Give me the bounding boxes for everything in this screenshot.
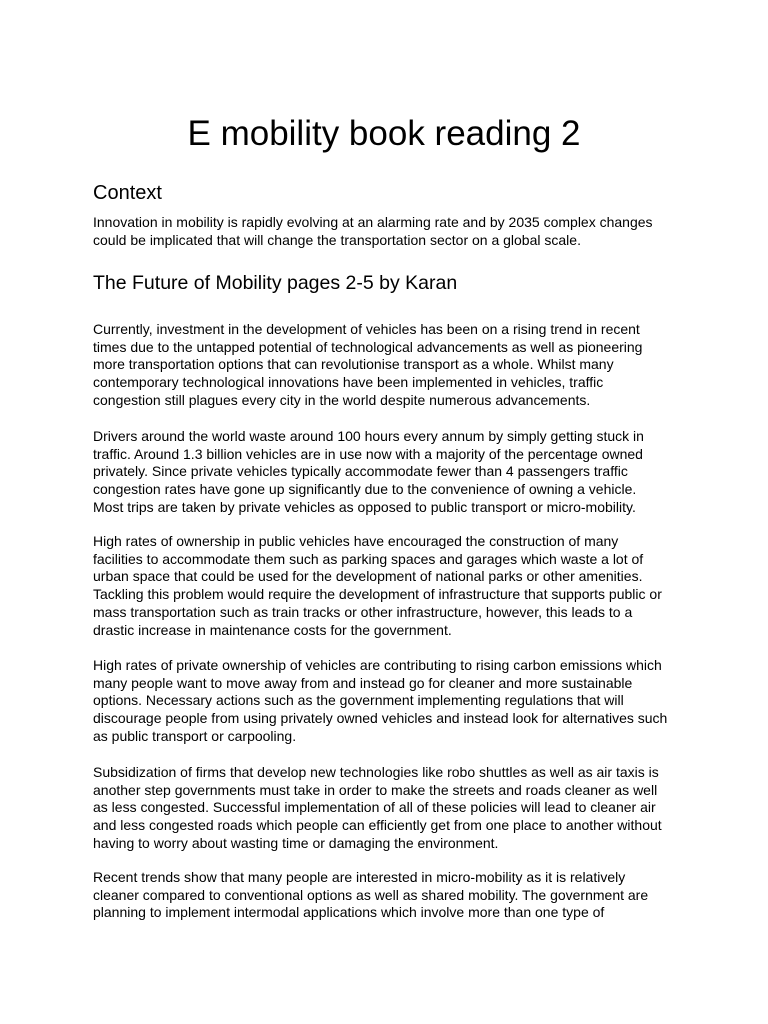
body-paragraph-6 (93, 869, 683, 922)
paragraph-line: times due to the untapped potential of technological advancements as well as pioneering (93, 338, 643, 355)
paragraph-line: facilities to accommodate them such as parking spaces and garages which waste a lot of (93, 550, 644, 567)
paragraph-line: High rates of private ownership of vehicles are contributing to rising carbon emissions which (93, 657, 662, 673)
body-paragraph-3 (93, 533, 683, 639)
paragraph-line: congestion rates have gone up significantly due to the convenience of owning a vehicle. (93, 481, 637, 498)
body-paragraph-2 (93, 428, 683, 517)
document-title: E mobility book reading 2 (187, 114, 581, 153)
paragraph-line: cleaner compared to conventional options as well as shared mobility. The government are (93, 886, 649, 903)
context-heading: Context (93, 182, 162, 204)
body-paragraph-1 (93, 321, 683, 410)
paragraph-line: privately. Since private vehicles typically accommodate fewer than 4 passengers traffic (93, 463, 628, 480)
paragraph-line: planning to implement intermodal applications which involve more than one type of (93, 904, 605, 921)
context-line: could be implicated that will change the transportation sector on a global scale. (93, 231, 581, 248)
paragraph-line: Most trips are taken by private vehicles as opposed to public transport or micro-mobility. (93, 498, 636, 515)
paragraph-line: urban space that could be used for the development of national parks or other amenities. (93, 568, 643, 585)
paragraph-line: as less congested. Successful implementation of all of these policies will lead to cleaner air (93, 799, 656, 816)
paragraph-line: Recent trends show that many people are interested in micro-mobility as it is relatively (93, 869, 626, 885)
paragraph-line: as public transport or carpooling. (93, 727, 297, 744)
paragraph-line: Drivers around the world waste around 100 hours every annum by simply getting stuck in (93, 428, 644, 444)
paragraph-line: congestion still plagues every city in the world despite numerous advancements. (93, 391, 591, 408)
paragraph-line: many people want to move away from and instead go for cleaner and more sustainable (93, 674, 633, 691)
paragraph-line: High rates of ownership in public vehicles have encouraged the construction of many (93, 533, 619, 549)
paragraph-line: mass transportation such as train tracks or other infrastructure, however, this leads to a (93, 603, 633, 620)
paragraph-line: having to worry about wasting time or damaging the environment. (93, 834, 499, 851)
body-paragraph-4 (93, 657, 683, 746)
paragraph-line: discourage people from using privately owned vehicles and instead look for alternatives such (93, 710, 668, 727)
paragraph-line: more transportation options that can revolutionise transport as a whole. Whilst many (93, 356, 614, 373)
paragraph-line: options. Necessary actions such as the government implementing regulations that will (93, 692, 624, 709)
paragraph-line: Tackling this problem would require the development of infrastructure that supports public or (93, 586, 662, 603)
context-line: Innovation in mobility is rapidly evolving at an alarming rate and by 2035 complex changes (93, 214, 653, 230)
paragraph-line: traffic. Around 1.3 billion vehicles are in use now with a majority of the percentage owned (93, 445, 643, 462)
paragraph-line: drastic increase in maintenance costs for the government. (93, 621, 452, 638)
body-paragraph-5 (93, 764, 683, 853)
paragraph-line: another step governments must take in order to make the streets and roads cleaner as well (93, 781, 658, 798)
context-paragraph (93, 214, 683, 249)
paragraph-line: contemporary technological innovations have been implemented in vehicles, traffic (93, 374, 604, 391)
paragraph-line: Subsidization of firms that develop new technologies like robo shuttles as well as air taxis is (93, 764, 659, 780)
section-heading: The Future of Mobility pages 2-5 by Karan (93, 272, 458, 294)
paragraph-line: and less congested roads which people can efficiently get from one place to another without (93, 817, 662, 834)
paragraph-line: Currently, investment in the development of vehicles has been on a rising trend in recent (93, 321, 640, 337)
